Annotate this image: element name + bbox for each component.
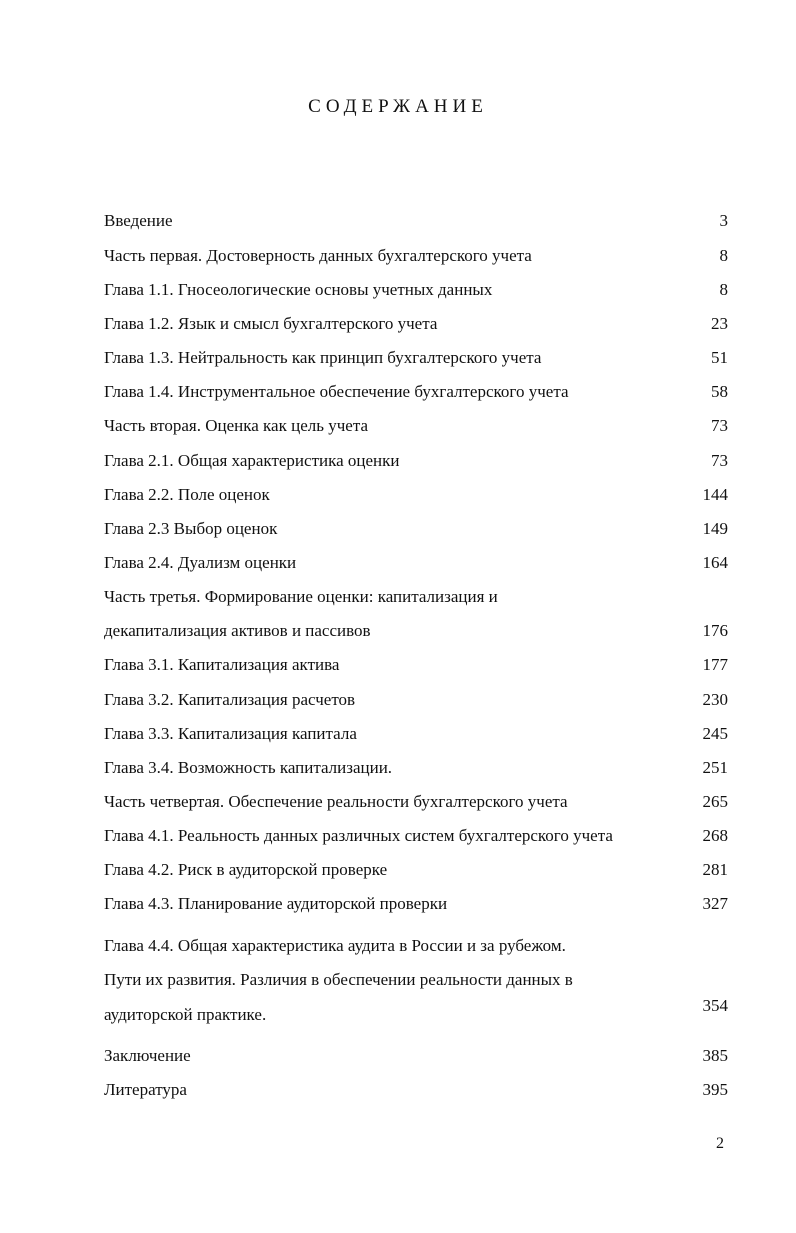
page-title: СОДЕРЖАНИЕ — [308, 96, 488, 117]
toc-entry-page: 230 — [702, 690, 728, 709]
toc-entry-title: Пути их развития. Различия в обеспечении реальности данных в — [104, 970, 573, 989]
toc-entry-page: 395 — [702, 1080, 728, 1099]
toc-entry-page: 245 — [702, 724, 728, 743]
toc-entry-title: Глава 1.3. Нейтральность как принцип бухгалтерского учета — [104, 348, 542, 367]
toc-entry-page: 149 — [702, 519, 728, 538]
toc-entry-title: Глава 1.2. Язык и смысл бухгалтерского учета — [104, 314, 438, 333]
toc-entry-title: Глава 2.1. Общая характеристика оценки — [104, 451, 400, 470]
toc-entry-page: 164 — [702, 553, 728, 572]
toc-entry-page: 8 — [719, 280, 728, 299]
toc-entry-page: 177 — [702, 655, 728, 674]
toc-entry-page: 73 — [711, 451, 728, 470]
toc-entry-title: Глава 3.4. Возможность капитализации. — [104, 758, 393, 777]
toc-entry-page: 281 — [702, 860, 728, 879]
toc-entry-page: 8 — [719, 246, 728, 265]
toc-entry-page: 265 — [702, 792, 728, 811]
toc-entry-page: 51 — [711, 348, 728, 367]
toc-entry-page: 354 — [702, 996, 728, 1015]
toc-entry-title: Часть первая. Достоверность данных бухгалтерского учета — [104, 246, 532, 265]
toc-entry-page: 73 — [711, 416, 728, 435]
toc-entry-title: Глава 3.2. Капитализация расчетов — [104, 690, 356, 709]
toc-entry-page: 268 — [702, 826, 728, 845]
toc-entry-page: 176 — [702, 621, 728, 640]
toc-entry-title: Глава 1.1. Гносеологические основы учетных данных — [104, 280, 493, 299]
toc-entry-page: 3 — [719, 211, 728, 230]
toc-entry-page: 327 — [702, 894, 728, 913]
toc-entry-title: Введение — [104, 211, 173, 230]
toc-entry-title: декапитализация активов и пассивов — [104, 621, 371, 640]
toc-entry-title: Часть вторая. Оценка как цель учета — [104, 416, 369, 435]
page-number: 2 — [716, 1135, 724, 1152]
toc-entry-title: Часть четвертая. Обеспечение реальности бухгалтерского учета — [104, 792, 568, 811]
toc-entry-title: Глава 4.2. Риск в аудиторской проверке — [104, 860, 388, 879]
toc-entry-page: 251 — [702, 758, 728, 777]
toc-entry-title: Глава 2.4. Дуализм оценки — [104, 553, 297, 572]
toc-entry-title: Глава 2.3 Выбор оценок — [104, 519, 278, 538]
toc-entry-title: Заключение — [104, 1046, 191, 1065]
toc-entry-title: Глава 2.2. Поле оценок — [104, 485, 270, 504]
toc-entry-page: 58 — [711, 382, 728, 401]
toc-entry-title: Часть третья. Формирование оценки: капитализация и — [104, 587, 498, 606]
toc-entry-title: Глава 4.1. Реальность данных различных систем бухгалтерского учета — [104, 826, 613, 845]
toc-entry-title: Глава 4.4. Общая характеристика аудита в России и за рубежом. — [104, 936, 566, 955]
toc-entry-title: аудиторской практике. — [104, 1005, 267, 1024]
toc-entry-page: 144 — [702, 485, 728, 504]
toc-entry-title: Глава 4.3. Планирование аудиторской проверки — [104, 894, 448, 913]
toc-entry-page: 385 — [702, 1046, 728, 1065]
toc-entry-title: Глава 3.1. Капитализация актива — [104, 655, 340, 674]
toc-entry-page: 23 — [711, 314, 728, 333]
toc-entry-title: Литература — [104, 1080, 187, 1099]
toc-entry-title: Глава 3.3. Капитализация капитала — [104, 724, 357, 743]
toc-entry-title: Глава 1.4. Инструментальное обеспечение бухгалтерского учета — [104, 382, 569, 401]
